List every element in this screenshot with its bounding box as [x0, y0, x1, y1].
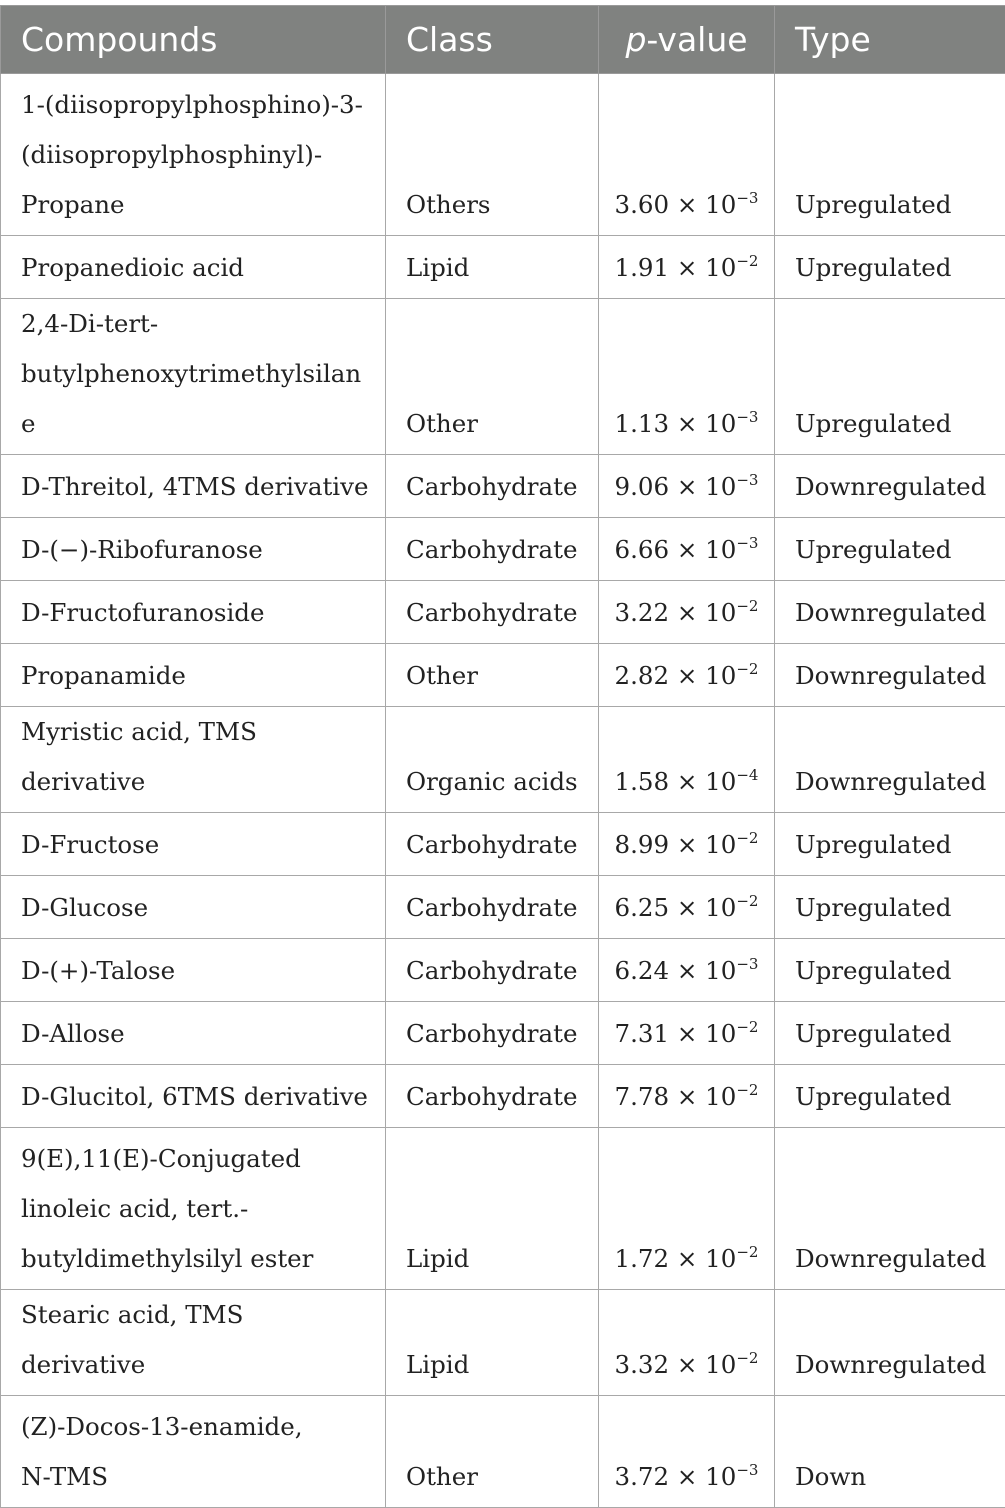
type-cell: Upregulated [775, 876, 1005, 939]
p-value-cell: $1.91 \times 10^{-2}$ [599, 236, 775, 299]
compound-cell: 9(E),11(E)-Conjugated linoleic acid, tert.- butyldimethylsilyl ester [1, 1128, 386, 1290]
compounds-table [0, 5, 1005, 1508]
class-cell: Carbohydrate [386, 1065, 599, 1128]
type-cell: Upregulated [775, 813, 1005, 876]
p-value-cell: $1.72 \times 10^{-2}$ [599, 1128, 775, 1290]
compound-cell: Propanedioic acid [1, 236, 386, 299]
class-cell: Carbohydrate [386, 876, 599, 939]
p-value-cell: $3.32 \times 10^{-2}$ [599, 1290, 775, 1396]
type-cell: Downregulated [775, 455, 1005, 518]
compound-cell: D-Glucitol, 6TMS derivative [1, 1065, 386, 1128]
class-cell: Other [386, 299, 599, 455]
p-value-cell: $8.99 \times 10^{-2}$ [599, 813, 775, 876]
class-cell: Others [386, 74, 599, 236]
class-cell: Carbohydrate [386, 581, 599, 644]
compound-cell: D-Glucose [1, 876, 386, 939]
type-cell: Downregulated [775, 1128, 1005, 1290]
class-cell: Carbohydrate [386, 1002, 599, 1065]
p-value-cell: $1.58 \times 10^{-4}$ [599, 707, 775, 813]
type-cell: Down [775, 1396, 1005, 1508]
table-row [1, 581, 1005, 644]
table-row [1, 644, 1005, 707]
table-row [1, 299, 1005, 455]
compound-cell: Stearic acid, TMS derivative [1, 1290, 386, 1396]
p-value-cell: $3.60 \times 10^{-3}$ [599, 74, 775, 236]
class-cell: Lipid [386, 236, 599, 299]
compound-cell: D-Fructofuranoside [1, 581, 386, 644]
p-value-cell: $3.72 \times 10^{-3}$ [599, 1396, 775, 1508]
p-value-cell: $2.82 \times 10^{-2}$ [599, 644, 775, 707]
p-value-cell: $6.66 \times 10^{-3}$ [599, 518, 775, 581]
compound-cell: (Z)-Docos-13-enamide, N-TMS [1, 1396, 386, 1508]
compound-cell: D-(+)-Talose [1, 939, 386, 1002]
type-cell: Upregulated [775, 299, 1005, 455]
compound-cell: Propanamide [1, 644, 386, 707]
header-p-rest: -value [646, 20, 747, 59]
type-cell: Upregulated [775, 74, 1005, 236]
header-p-italic: p [625, 20, 646, 59]
table-row [1, 1128, 1005, 1290]
header-class: Class [386, 6, 599, 74]
class-cell: Carbohydrate [386, 813, 599, 876]
p-value-cell: $3.22 \times 10^{-2}$ [599, 581, 775, 644]
class-cell: Lipid [386, 1290, 599, 1396]
type-cell: Downregulated [775, 644, 1005, 707]
table-row [1, 518, 1005, 581]
table-row [1, 1002, 1005, 1065]
compound-cell: D-Allose [1, 1002, 386, 1065]
header-type: Type [775, 6, 1005, 74]
header-compounds: Compounds [1, 6, 386, 74]
p-value-cell: $6.24 \times 10^{-3}$ [599, 939, 775, 1002]
p-value-cell: $1.13 \times 10^{-3}$ [599, 299, 775, 455]
p-value-cell: $7.78 \times 10^{-2}$ [599, 1065, 775, 1128]
class-cell: Other [386, 644, 599, 707]
compound-cell: Myristic acid, TMS derivative [1, 707, 386, 813]
class-cell: Other [386, 1396, 599, 1508]
compound-cell: D-Fructose [1, 813, 386, 876]
type-cell: Downregulated [775, 707, 1005, 813]
type-cell: Upregulated [775, 518, 1005, 581]
type-cell: Upregulated [775, 939, 1005, 1002]
table-row [1, 455, 1005, 518]
compound-cell: 2,4-Di-tert- butylphenoxytrimethylsilane [1, 299, 386, 455]
class-cell: Carbohydrate [386, 939, 599, 1002]
table-row [1, 939, 1005, 1002]
compound-cell: D-Threitol, 4TMS derivative [1, 455, 386, 518]
header-row [1, 6, 1005, 74]
compound-cell: D-(−)-Ribofuranose [1, 518, 386, 581]
table-row [1, 1396, 1005, 1508]
table-row [1, 876, 1005, 939]
type-cell: Downregulated [775, 581, 1005, 644]
table-row [1, 1065, 1005, 1128]
type-cell: Downregulated [775, 1290, 1005, 1396]
header-p-value [599, 6, 775, 74]
p-value-cell: $6.25 \times 10^{-2}$ [599, 876, 775, 939]
compound-cell: 1-(diisopropylphosphino)-3- (diisopropylphosphinyl)- Propane [1, 74, 386, 236]
class-cell: Carbohydrate [386, 518, 599, 581]
class-cell: Organic acids [386, 707, 599, 813]
table-row [1, 707, 1005, 813]
table-row [1, 813, 1005, 876]
table-row [1, 236, 1005, 299]
class-cell: Carbohydrate [386, 455, 599, 518]
type-cell: Upregulated [775, 1002, 1005, 1065]
p-value-cell: $7.31 \times 10^{-2}$ [599, 1002, 775, 1065]
p-value-cell: $9.06 \times 10^{-3}$ [599, 455, 775, 518]
class-cell: Lipid [386, 1128, 599, 1290]
table-row [1, 74, 1005, 236]
type-cell: Upregulated [775, 236, 1005, 299]
type-cell: Upregulated [775, 1065, 1005, 1128]
